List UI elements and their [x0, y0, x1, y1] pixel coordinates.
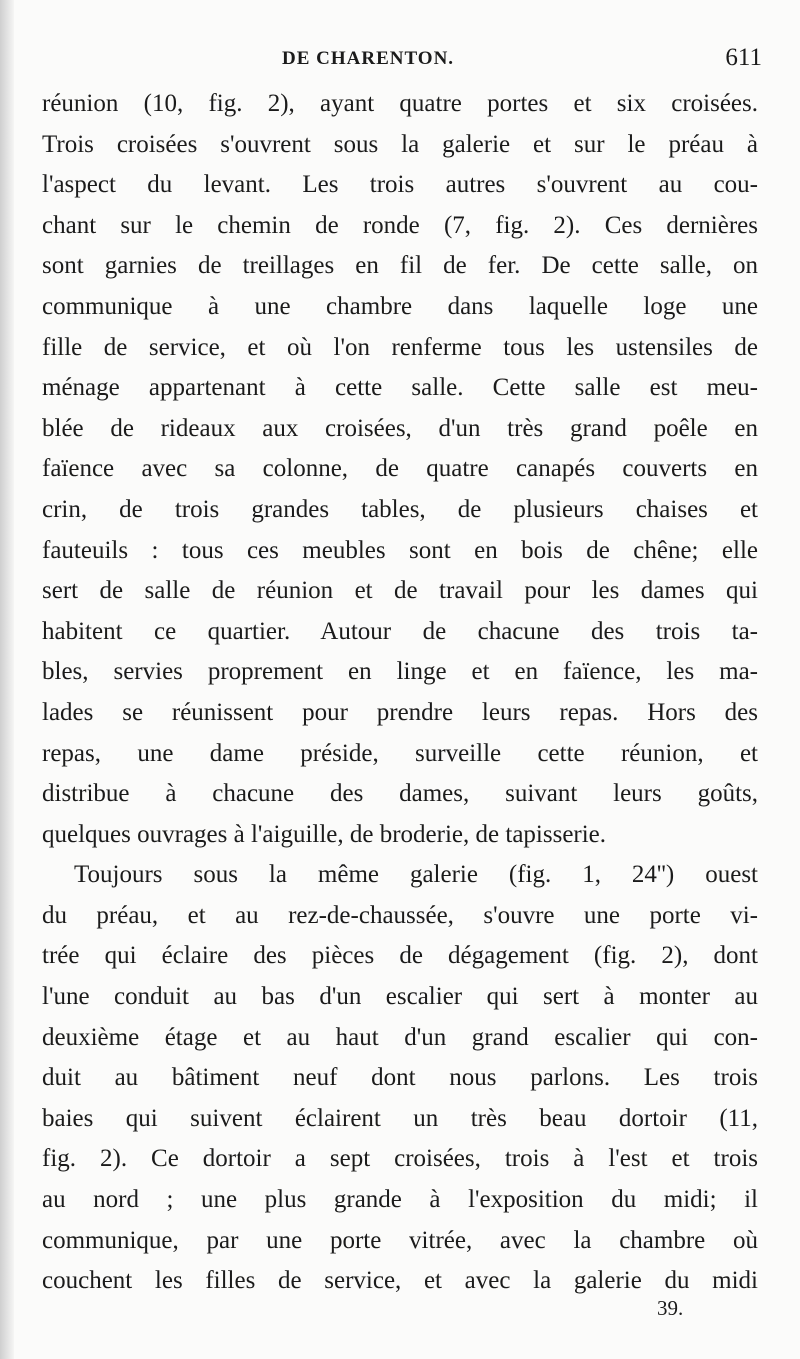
text-line: couchent les filles de service, et avec la galerie du midi — [42, 1267, 758, 1295]
text-line: lades se réunissent pour prendre leurs repas. Hors des — [42, 698, 758, 726]
text-line: l'une conduit au bas d'un escalier qui sert à monter au — [42, 983, 758, 1011]
running-head: DE CHARENTON. — [282, 48, 455, 69]
text-line: communique, par une porte vitrée, avec la chambre où — [42, 1226, 758, 1254]
text-line: bles, servies proprement en linge et en faïence, les ma- — [42, 658, 758, 686]
text-line: au nord ; une plus grande à l'exposition du midi; il — [42, 1186, 758, 1214]
text-line: sont garnies de treillages en fil de fer. De cette salle, on — [42, 252, 758, 280]
text-line: du préau, et au rez-de-chaussée, s'ouvre une porte vi- — [42, 901, 758, 929]
signature-mark: 39. — [657, 1296, 684, 1320]
page-number: 611 — [725, 44, 762, 71]
text-line: repas, une dame préside, surveille cette réunion, et — [42, 739, 758, 767]
paragraph-first-line: Toujours sous la même galerie (fig. 1, 24'') ouest — [74, 861, 758, 889]
text-line: crin, de trois grandes tables, de plusieurs chaises et — [42, 495, 758, 523]
text-line: communique à une chambre dans laquelle loge une — [42, 292, 758, 320]
text-line: duit au bâtiment neuf dont nous parlons. Les trois — [42, 1064, 758, 1092]
text-line: chant sur le chemin de ronde (7, fig. 2). Ces dernières — [42, 211, 758, 239]
text-line: fille de service, et où l'on renferme tous les ustensiles de — [42, 333, 758, 361]
body-text — [42, 84, 758, 1302]
text-line: sert de salle de réunion et de travail pour les dames qui — [42, 577, 758, 605]
page-header — [40, 44, 762, 76]
text-line: blée de rideaux aux croisées, d'un très grand poêle en — [42, 414, 758, 442]
text-line: fig. 2). Ce dortoir a sept croisées, trois à l'est et trois — [42, 1145, 758, 1173]
text-line: deuxième étage et au haut d'un grand escalier qui con- — [42, 1023, 758, 1051]
text-line: fauteuils : tous ces meubles sont en bois de chêne; elle — [42, 536, 758, 564]
text-line: ménage appartenant à cette salle. Cette salle est meu- — [42, 374, 758, 402]
text-line: habitent ce quartier. Autour de chacune des trois ta- — [42, 617, 758, 645]
text-line: trée qui éclaire des pièces de dégagement (fig. 2), dont — [42, 942, 758, 970]
paragraph-last-line: quelques ouvrages à l'aiguille, de broderie, de tapisserie. — [42, 820, 607, 848]
text-line: faïence avec sa colonne, de quatre canapés couverts en — [42, 455, 758, 483]
text-line: Trois croisées s'ouvrent sous la galerie et sur le préau à — [42, 130, 758, 158]
text-line: réunion (10, fig. 2), ayant quatre portes et six croisées. — [42, 90, 758, 117]
text-line: distribue à chacune des dames, suivant leurs goûts, — [42, 780, 758, 808]
text-line: l'aspect du levant. Les trois autres s'ouvrent au cou- — [42, 171, 758, 199]
binding-gutter — [0, 0, 14, 1359]
text-line: baies qui suivent éclairent un très beau dortoir (11, — [42, 1104, 758, 1132]
